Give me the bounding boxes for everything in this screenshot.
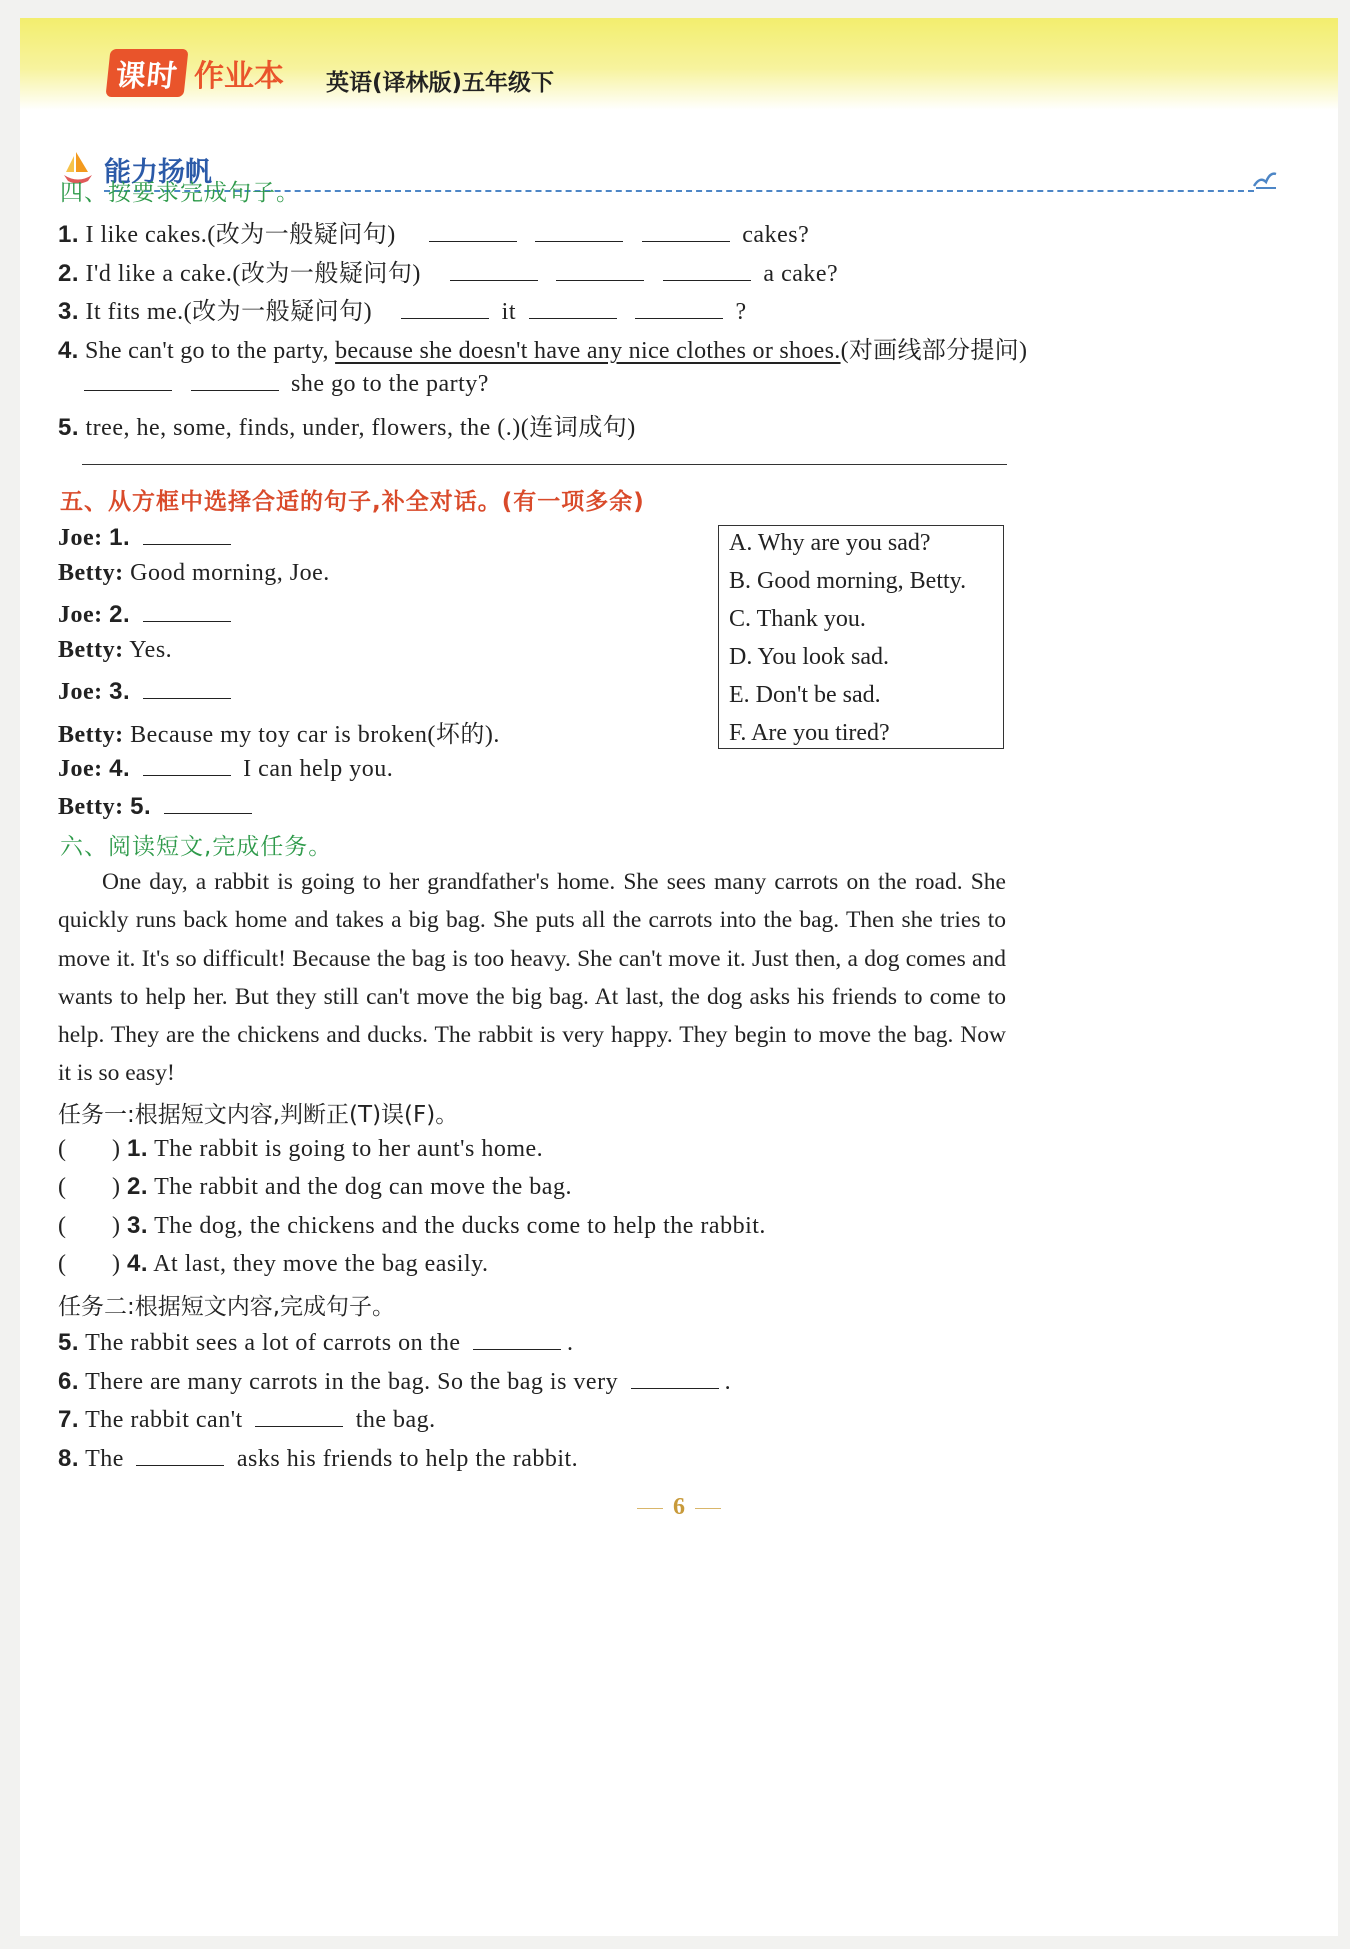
- reading-passage: One day, a rabbit is going to her grandfather's home. She sees many carrots on the road. She quickly runs back home and takes a big bag. She puts all the carrots into the bag. Then she tries to move it. It's so difficult! Because the bag is too heavy. She can't move it. Just then, a dog comes and wants to help her. But they still can't move the big bag. At last, the dog asks his friends to come to help. They are the chickens and ducks. The rabbit is very happy. They begin to move the bag. Now it is so easy!: [58, 869, 1006, 1087]
- answer-blank[interactable]: [429, 219, 517, 242]
- answer-blank[interactable]: [143, 676, 231, 699]
- answer-blank[interactable]: [535, 219, 623, 242]
- answer-blank[interactable]: [191, 368, 279, 391]
- fill-item-8: 8. The asks his friends to help the rabbit.: [58, 1445, 579, 1472]
- dialogue-line-4: Betty: Yes.: [58, 637, 173, 663]
- answer-blank[interactable]: [84, 368, 172, 391]
- answer-blank[interactable]: [642, 219, 730, 242]
- answer-paren[interactable]: ( ): [58, 1213, 121, 1239]
- book-title: 英语(译林版)五年级下: [326, 70, 555, 96]
- answer-line[interactable]: [82, 464, 1007, 465]
- answer-blank[interactable]: [164, 791, 252, 814]
- tf-item-1: ( ) 1. The rabbit is going to her aunt's home.: [58, 1135, 544, 1162]
- answer-blank[interactable]: [255, 1404, 343, 1427]
- answer-blank[interactable]: [136, 1443, 224, 1466]
- answer-blank[interactable]: [143, 753, 231, 776]
- answer-blank[interactable]: [635, 296, 723, 319]
- tf-item-2: ( ) 2. The rabbit and the dog can move the bag.: [58, 1173, 572, 1200]
- s4-item-4: 4. She can't go to the party, because she doesn't have any nice clothes or shoes.(对画线部分提问): [58, 337, 1028, 364]
- dialogue-line-5: Joe: 3.: [58, 676, 237, 706]
- dialogue-line-6: Betty: Because my toy car is broken(坏的).: [58, 722, 500, 748]
- answer-paren[interactable]: ( ): [58, 1174, 121, 1200]
- answer-blank[interactable]: [529, 296, 617, 319]
- answer-blank[interactable]: [401, 296, 489, 319]
- tf-item-3: ( ) 3. The dog, the chickens and the ducks come to help the rabbit.: [58, 1212, 766, 1239]
- option-a: A. Why are you sad?: [729, 530, 931, 556]
- option-d: D. You look sad.: [729, 644, 890, 670]
- options-box: [718, 525, 1004, 749]
- section4-heading: 四、按要求完成句子。: [60, 180, 300, 206]
- page-number: 6: [673, 1494, 685, 1520]
- banner-title: 能力扬帆: [104, 157, 212, 188]
- dialogue-line-2: Betty: Good morning, Joe.: [58, 560, 330, 586]
- logo-main: 课时: [105, 49, 188, 97]
- answer-blank[interactable]: [143, 522, 231, 545]
- s4-item-1: 1. I like cakes.(改为一般疑问句) cakes?: [58, 221, 810, 248]
- fill-item-6: 6. There are many carrots in the bag. So the bag is very .: [58, 1368, 732, 1395]
- answer-blank[interactable]: [143, 599, 231, 622]
- option-b: B. Good morning, Betty.: [729, 568, 967, 594]
- task2-heading: 任务二:根据短文内容,完成句子。: [58, 1294, 396, 1320]
- answer-blank[interactable]: [631, 1366, 719, 1389]
- answer-blank[interactable]: [450, 258, 538, 281]
- section6-heading: 六、阅读短文,完成任务。: [60, 834, 333, 860]
- dialogue-line-8: Betty: 5.: [58, 791, 258, 821]
- answer-paren[interactable]: ( ): [58, 1251, 121, 1277]
- answer-paren[interactable]: ( ): [58, 1136, 121, 1162]
- s4-item-4-line2: she go to the party?: [78, 368, 489, 398]
- header-bar: [20, 18, 1338, 110]
- answer-blank[interactable]: [473, 1327, 561, 1350]
- s4-item-2: 2. I'd like a cake.(改为一般疑问句) a cake?: [58, 260, 839, 287]
- answer-blank[interactable]: [556, 258, 644, 281]
- fill-item-7: 7. The rabbit can't the bag.: [58, 1406, 436, 1433]
- answer-blank[interactable]: [663, 258, 751, 281]
- footer-dash: [637, 1508, 663, 1509]
- option-e: E. Don't be sad.: [729, 682, 881, 708]
- logo-sub: 作业本: [194, 59, 284, 94]
- s4-item-5: 5. tree, he, some, finds, under, flowers, the (.)(连词成句): [58, 414, 636, 441]
- page-footer: [20, 1494, 1338, 1521]
- s4-item-3: 3. It fits me.(改为一般疑问句) it ?: [58, 298, 747, 325]
- task1-heading: 任务一:根据短文内容,判断正(T)误(F)。: [58, 1102, 459, 1128]
- worksheet-page: [20, 18, 1338, 1936]
- tf-item-4: ( ) 4. At last, they move the bag easily.: [58, 1250, 489, 1277]
- section5-heading: 五、从方框中选择合适的句子,补全对话。(有一项多余): [60, 489, 645, 515]
- logo: [108, 50, 284, 96]
- dialogue-line-7: Joe: 4. I can help you.: [58, 755, 394, 782]
- fill-item-5: 5. The rabbit sees a lot of carrots on the .: [58, 1329, 574, 1356]
- option-f: F. Are you tired?: [729, 720, 890, 746]
- dialogue-line-3: Joe: 2.: [58, 599, 237, 629]
- footer-dash: [695, 1508, 721, 1509]
- option-c: C. Thank you.: [729, 606, 866, 632]
- dialogue-line-1: Joe: 1.: [58, 522, 237, 552]
- wave-icon: [1252, 168, 1278, 190]
